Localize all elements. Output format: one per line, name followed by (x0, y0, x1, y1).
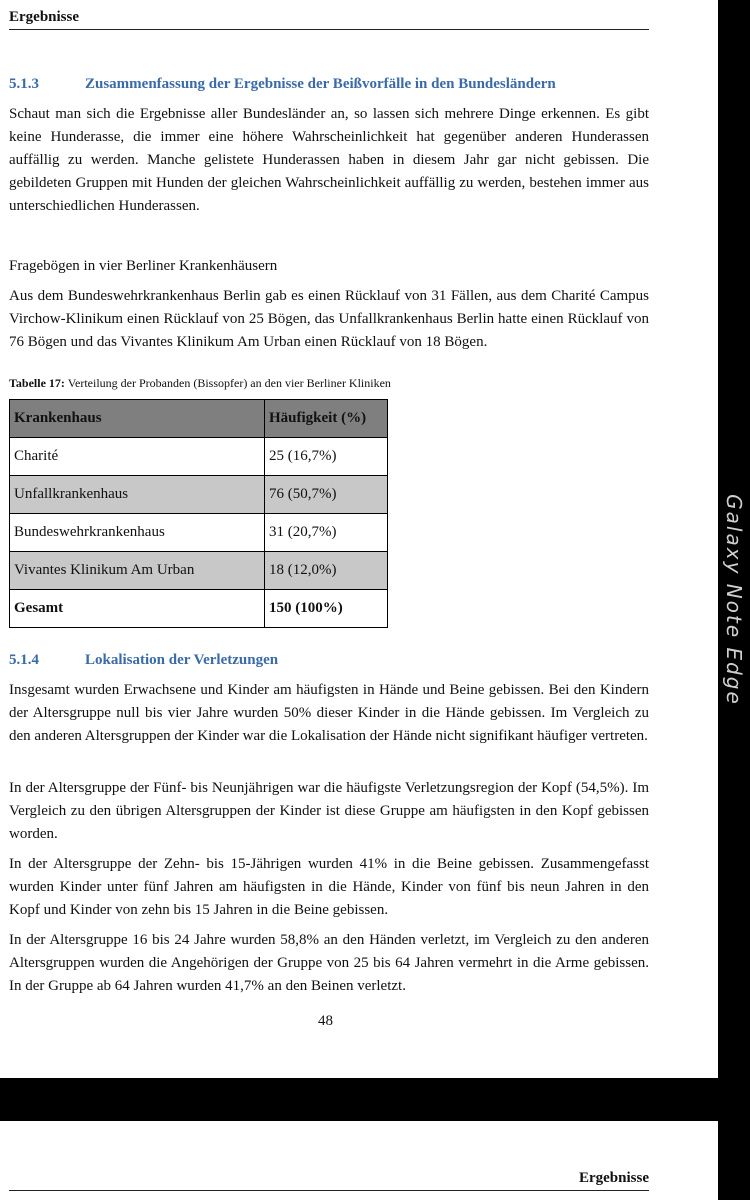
paragraph-adults: In der Altersgruppe 16 bis 24 Jahre wurden 58,8% an den Händen verletzt, im Vergleich zu den anderen Altersgruppen wurden die Angehörigen der Gruppe von 25 bis 64 Jahren vermehrt in die Arme gebissen. In der Gruppe ab 64 Jahren wurden 41,7% an den Beinen verletzt. (9, 932, 649, 994)
table-cell: Vivantes Klinikum Am Urban (10, 552, 265, 590)
subheading-questionnaires: Fragebögen in vier Berliner Krankenhäusern (9, 258, 278, 274)
table-caption-text: Verteilung der Probanden (Bissopfer) an den vier Berliner Kliniken (64, 376, 391, 390)
table-cell: 31 (20,7%) (265, 514, 388, 552)
paragraph-summary: Schaut man sich die Ergebnisse aller Bundesländer an, so lassen sich mehrere Dinge erkennen. Es gibt keine Hunderasse, die immer eine höhere Wahrscheinlichkeit hat gegenüber anderen Hunderassen auffällig zu werden. Manche gelistete Hunderassen haben in diesem Jahr gar nicht gebissen. Die gebildeten Gruppen mit Hunden der gleichen Wahrscheinlichkeit auffällig zu werden, bestehen immer aus unterschiedlichen Hunderassen. (9, 106, 649, 214)
table-header-row (10, 400, 388, 438)
table-cell: Unfallkrankenhaus (10, 476, 265, 514)
next-page-running-head: Ergebnisse (9, 1170, 649, 1191)
section-title: Lokalisation der Verletzungen (85, 652, 279, 668)
table-cell: Charité (10, 438, 265, 476)
section-heading-5-1-3 (9, 76, 556, 93)
table-row (10, 438, 388, 476)
table-row (10, 514, 388, 552)
table-cell: 150 (100%) (265, 590, 388, 628)
table-header-cell: Häufigkeit (%) (265, 400, 388, 438)
device-label: Galaxy Note Edge (722, 494, 746, 706)
page-number: 48 (318, 1013, 333, 1029)
table-caption (9, 376, 391, 391)
paragraph-age-10-15: In der Altersgruppe der Zehn- bis 15-Jährigen wurden 41% in die Beine gebissen. Zusammengefasst wurden Kinder unter fünf Jahren am häufigsten in die Hände, Kinder von fünf bis neun Jahren in den Kopf und Kinder von zehn bis 15 Jahren in die Beine gebissen. (9, 856, 649, 918)
table-total-row (10, 590, 388, 628)
table-cell: 18 (12,0%) (265, 552, 388, 590)
section-number: 5.1.3 (9, 76, 39, 92)
section-title: Zusammenfassung der Ergebnisse der Beißvorfälle in den Bundesländern (85, 76, 556, 92)
table-cell: 76 (50,7%) (265, 476, 388, 514)
section-number: 5.1.4 (9, 652, 39, 668)
table-cell: Bundeswehrkrankenhaus (10, 514, 265, 552)
table-cell: 25 (16,7%) (265, 438, 388, 476)
paragraph-localisation-overall: Insgesamt wurden Erwachsene und Kinder am häufigsten in Hände und Beine gebissen. Bei den Kindern der Altersgruppe null bis vier Jahre wurden 50% dieser Kinder in die Hände gebissen. Im Vergleich zu den anderen Altersgruppen der Kinder war die Lokalisation der Hände nicht signifikant häufiger vertreten. (9, 682, 649, 744)
table-row (10, 552, 388, 590)
paragraph-age-5-9: In der Altersgruppe der Fünf- bis Neunjährigen war die häufigste Verletzungsregion der Kopf (54,5%). Im Vergleich zu den übrigen Altersgruppen der Kinder ist diese Gruppe am häufigsten in den Kopf gebissen worden. (9, 780, 649, 842)
running-head: Ergebnisse (9, 9, 649, 30)
next-page (0, 1121, 718, 1200)
distribution-table (9, 399, 388, 628)
table-caption-label: Tabelle 17: (9, 376, 65, 390)
table-header-cell: Krankenhaus (10, 400, 265, 438)
table-row (10, 476, 388, 514)
section-heading-5-1-4 (9, 652, 278, 669)
table-cell: Gesamt (10, 590, 265, 628)
paragraph-return-rates: Aus dem Bundeswehrkrankenhaus Berlin gab es einen Rücklauf von 31 Fällen, aus dem Charité Campus Virchow-Klinikum einen Rücklauf von 25 Bögen, das Unfallkrankenhaus Berlin hatte einen Rücklauf von 76 Bögen und das Vivantes Klinikum Am Urban einen Rücklauf von 18 Bögen. (9, 288, 649, 350)
